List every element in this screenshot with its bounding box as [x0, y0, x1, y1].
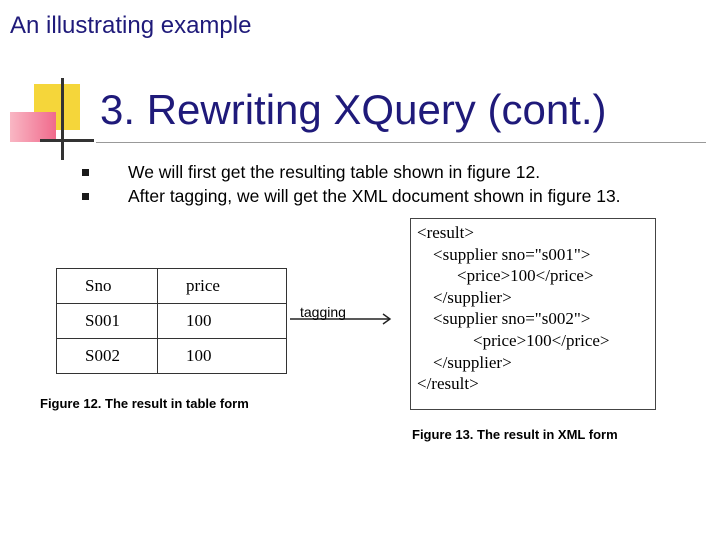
- table-cell: S001: [57, 304, 158, 339]
- table-row: [57, 304, 287, 339]
- top-label: An illustrating example: [10, 12, 252, 39]
- table-cell: 100: [158, 304, 287, 339]
- figure-12-caption: Figure 12. The result in table form: [40, 396, 249, 411]
- bullet-text: We will first get the resulting table shown in figure 12.: [128, 162, 541, 182]
- title-underline: [96, 142, 706, 143]
- table-cell: 100: [158, 339, 287, 374]
- arrow-label: tagging: [300, 304, 346, 320]
- bullet-item: [82, 160, 712, 184]
- xml-line: <supplier sno="s002">: [433, 309, 591, 329]
- bullet-item: [82, 184, 712, 208]
- table-row: [57, 339, 287, 374]
- decor-horizontal-line: [40, 139, 94, 142]
- slide-title: 3. Rewriting XQuery (cont.): [100, 86, 607, 133]
- xml-line: </supplier>: [433, 287, 512, 307]
- xml-document-box: [410, 218, 656, 410]
- table-header-row: [57, 269, 287, 304]
- xml-line: <result>: [417, 223, 474, 242]
- xml-line: <price>100</price>: [457, 266, 594, 286]
- figure-13-caption: Figure 13. The result in XML form: [412, 427, 618, 442]
- bullet-text: After tagging, we will get the XML document shown in figure 13.: [128, 186, 621, 206]
- bullet-list: [82, 160, 712, 208]
- xml-line: <supplier sno="s001">: [433, 244, 591, 264]
- header-cell-sno: Sno: [57, 269, 158, 304]
- decor-pink-square: [10, 112, 56, 142]
- table-cell: S002: [57, 339, 158, 374]
- decor-vertical-line: [61, 78, 64, 160]
- result-table: [56, 268, 287, 374]
- xml-line: </result>: [417, 374, 479, 394]
- header-cell-price: price: [158, 269, 287, 304]
- square-bullet-icon: [82, 193, 89, 200]
- square-bullet-icon: [82, 169, 89, 176]
- xml-line: <price>100</price>: [473, 331, 610, 350]
- xml-line: </supplier>: [433, 352, 512, 372]
